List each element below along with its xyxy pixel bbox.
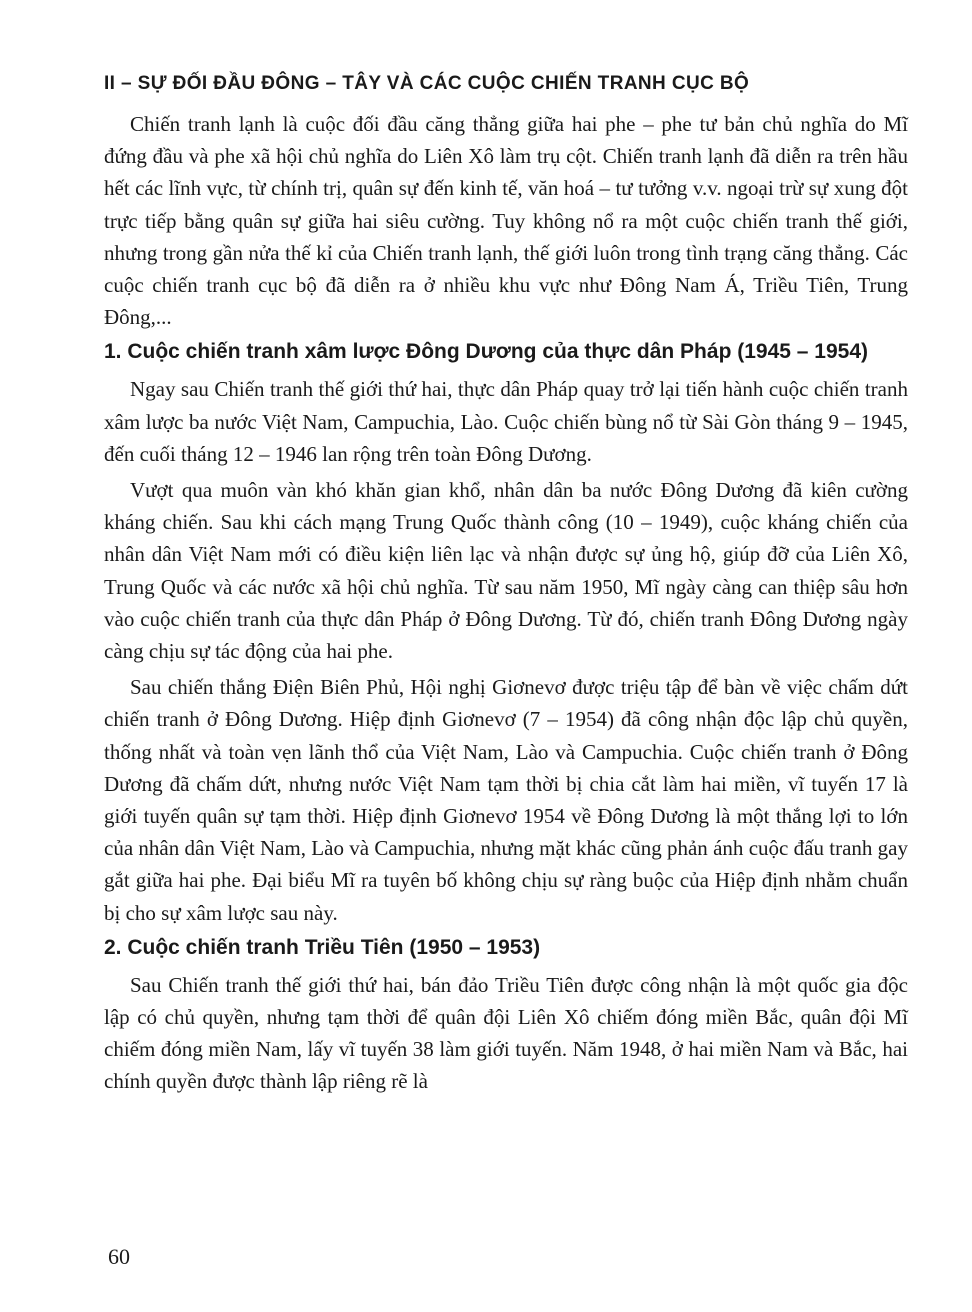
part1-paragraph-1: Ngay sau Chiến tranh thế giới thứ hai, thực dân Pháp quay trở lại tiến hành cuộc chiến tranh xâm lược ba nước Việt Nam, Campuchia, Lào. Cuộc chiến bùng nổ từ Sài Gòn tháng 9 – 1945, đến cuối tháng 12 – 1946 lan rộng trên toàn Đông Dương. xyxy=(104,377,908,466)
part1-title: 1. Cuộc chiến tranh xâm lược Đông Dương của thực dân Pháp (1945 – 1954) xyxy=(104,340,868,364)
section-heading: II – SỰ ĐỐI ĐẦU ĐÔNG – TÂY VÀ CÁC CUỘC CHIẾN TRANH CỤC BỘ xyxy=(104,73,750,94)
intro-paragraph: Chiến tranh lạnh là cuộc đối đầu căng thẳng giữa hai phe – phe tư bản chủ nghĩa do Mĩ đứng đầu và phe xã hội chủ nghĩa do Liên Xô làm trụ cột. Chiến tranh lạnh đã diễn ra trên hầu hết các lĩnh vực, từ chính trị, quân sự đến kinh tế, văn hoá – tư tưởng v.v. ngoại trừ sự xung đột trực tiếp bằng quân sự giữa hai siêu cường. Tuy không nổ ra một cuộc chiến tranh thế giới, nhưng trong gần nửa thế kỉ của Chiến tranh lạnh, thế giới luôn trong tình trạng căng thẳng. Các cuộc chiến tranh cục bộ đã diễn ra ở nhiều khu vực như Đông Nam Á, Triều Tiên, Trung Đông,... xyxy=(104,112,908,330)
page-number: 60 xyxy=(108,1244,130,1269)
part2-title: 2. Cuộc chiến tranh Triều Tiên (1950 – 1953) xyxy=(104,935,541,959)
part1-paragraph-2: Vượt qua muôn vàn khó khăn gian khổ, nhân dân ba nước Đông Dương đã kiên cường kháng chiến. Sau khi cách mạng Trung Quốc thành công (10 – 1949), cuộc kháng chiến của nhân dân Việt Nam mới có điều kiện liên lạc và nhận được sự ủng hộ, giúp đỡ của Liên Xô, Trung Quốc và các nước xã hội chủ nghĩa. Từ sau năm 1950, Mĩ ngày càng can thiệp sâu hơn vào cuộc chiến tranh của thực dân Pháp ở Đông Dương. Từ đó, chiến tranh Đông Dương ngày càng chịu sự tác động của hai phe. xyxy=(104,478,908,664)
page-content xyxy=(104,70,908,1102)
part2-paragraph-1: Sau Chiến tranh thế giới thứ hai, bán đảo Triều Tiên được công nhận là một quốc gia độc lập có chủ quyền, nhưng tạm thời để quân đội Liên Xô chiếm đóng miền Bắc, quân đội Mĩ chiếm đóng miền Nam, lấy vĩ tuyến 38 làm giới tuyến. Năm 1948, ở hai miền Nam và Bắc, hai chính quyền được thành lập riêng rẽ là xyxy=(104,972,908,1094)
part1-paragraph-3: Sau chiến thắng Điện Biên Phủ, Hội nghị Giơnevơ được triệu tập để bàn về việc chấm dứt chiến tranh ở Đông Dương. Hiệp định Giơnevơ (7 – 1954) đã công nhận độc lập chủ quyền, thống nhất và toàn vẹn lãnh thổ của Việt Nam, Lào và Campuchia. Cuộc chiến tranh ở Đông Dương đã chấm dứt, nhưng nước Việt Nam tạm thời bị chia cắt làm hai miền, vĩ tuyến 17 là giới tuyến quân sự tạm thời. Hiệp định Giơnevơ 1954 về Đông Dương là một thắng lợi to lớn của nhân dân Việt Nam, Lào và Campuchia, nhưng mặt khác cũng phản ánh cuộc đấu tranh gay gắt giữa hai phe. Đại biểu Mĩ ra tuyên bố không chịu sự ràng buộc của Hiệp định nhằm chuẩn bị cho sự xâm lược sau này. xyxy=(104,675,908,925)
